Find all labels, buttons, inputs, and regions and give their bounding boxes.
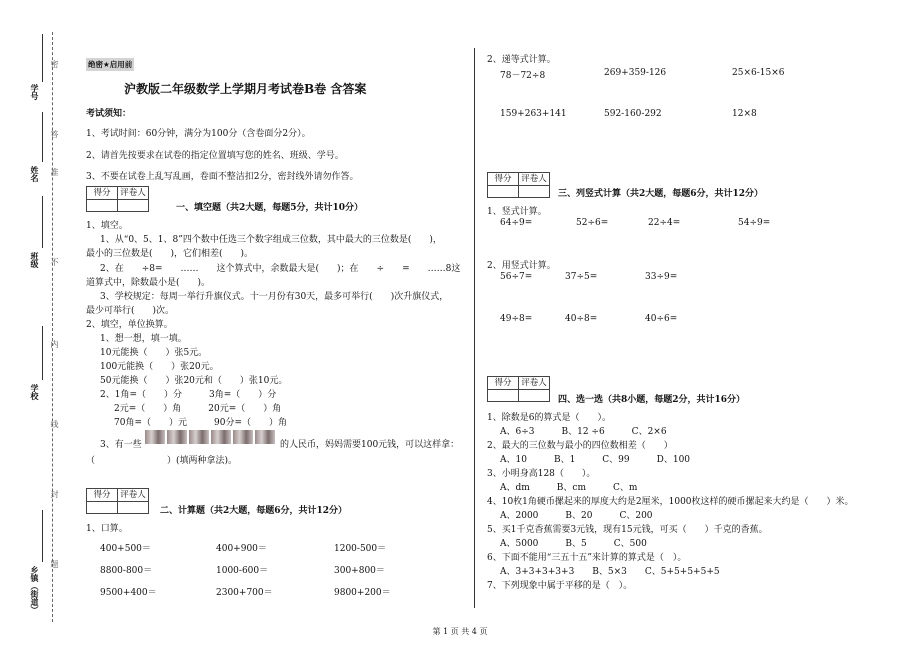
question-line: 2、填空，单位换算。 <box>86 320 173 330</box>
oral-item: 9500+400＝ <box>100 588 157 598</box>
student-id-field-line <box>42 34 43 82</box>
seal-char: 密 <box>50 60 59 68</box>
score-label: 得分 <box>494 378 512 388</box>
stepwise-item: 78－72÷8 <box>500 71 546 81</box>
seal-char: 题 <box>50 560 59 568</box>
choice-question: 6、下面不能用“三五十五”来计算的算式是（ ）。 <box>487 553 687 563</box>
score-cell[interactable] <box>488 390 518 401</box>
seal-char: 不 <box>50 258 59 266</box>
vertical-calc-item: 49÷8= <box>500 314 533 324</box>
stepwise-item: 269+359-126 <box>604 68 667 78</box>
notice-item: 1、考试时间：60分钟，满分为100分（含卷面分2分）。 <box>86 129 311 139</box>
section3-heading: 三、列竖式计算（共2大题，每题6分，共计12分） <box>558 189 764 199</box>
seal-char: 线 <box>50 420 59 428</box>
choice-question: 3、小明身高128（ ）。 <box>487 469 596 479</box>
oral-item: 300+800＝ <box>334 566 385 576</box>
reviewer-label: 评卷人 <box>117 489 148 501</box>
score-label: 得分 <box>93 188 111 198</box>
vertical-calc-item: 37÷5= <box>565 272 598 282</box>
stepwise-item: 159+263+141 <box>500 109 567 119</box>
reviewer-cell[interactable] <box>518 186 549 197</box>
notice-heading: 考试须知： <box>86 109 132 119</box>
reviewer-label: 评卷人 <box>117 187 148 199</box>
question-line: 10元能换（ ）张5元。 <box>100 348 208 358</box>
score-box <box>487 172 550 198</box>
vertical-calc-item: 22÷4= <box>648 218 681 228</box>
question-line: 1、想一想，填一填。 <box>100 334 187 344</box>
name-label: 姓名 <box>30 166 39 182</box>
choice-options: A、dm B、cm C、m <box>500 483 638 493</box>
vertical-calc-item: 52÷6= <box>576 218 609 228</box>
score-box <box>487 376 550 402</box>
oral-item: 400+900＝ <box>216 544 267 554</box>
question-line: 2、用竖式计算。 <box>487 261 556 271</box>
choice-options: A、10 B、1 C、99 D、100 <box>500 455 691 465</box>
name-field-line <box>42 112 43 162</box>
reviewer-cell[interactable] <box>518 390 549 401</box>
stepwise-item: 12×8 <box>732 109 757 119</box>
question-line: （ ）(填两种拿法)。 <box>86 456 238 466</box>
section4-heading: 四、选一选（共8小题，每题2分，共计16分） <box>558 395 746 405</box>
seal-char: 内 <box>50 340 59 348</box>
class-field-line <box>42 196 43 248</box>
vertical-calc-item: 64÷9= <box>500 218 533 228</box>
choice-question: 5、买1千克香蕉需要3元钱，现有15元钱，可买（ ）千克的香蕉。 <box>487 525 768 535</box>
question-line: 2、递等式计算。 <box>487 55 556 65</box>
question-line: 1、填空。 <box>86 221 128 231</box>
notice-item: 3、不要在试卷上乱写乱画，卷面不整洁扣2分，密封线外请勿作答。 <box>86 172 359 182</box>
question-line: 2元=（ ）角 20元=（ ）角 <box>114 404 282 414</box>
question-line: 100元能换（ ）张20元。 <box>100 362 219 372</box>
stepwise-item: 25×6-15×6 <box>732 68 785 78</box>
section1-heading: 一、填空题（共2大题，每题5分，共计10分） <box>176 203 364 213</box>
vertical-calc-item: 40÷8= <box>565 314 598 324</box>
score-label: 得分 <box>494 174 512 184</box>
oral-item: 400+500＝ <box>100 544 151 554</box>
column-divider <box>474 48 475 608</box>
oral-item: 1000-600＝ <box>216 566 269 576</box>
choice-options: A、2000 B、20 C、200 <box>500 511 653 521</box>
choice-question: 1、除数是6的算式是（ ）。 <box>487 413 611 423</box>
seal-char: 封 <box>50 490 59 498</box>
page-title: 沪教版二年级数学上学期月考试卷B卷 含答案 <box>124 82 367 96</box>
seal-char: 准 <box>50 168 59 176</box>
question-line: 最小的三位数是( )，它们相差( )。 <box>86 249 254 259</box>
seal-char: 答 <box>50 130 59 138</box>
question-line: 的人民币，妈妈需要100元钱，可以这样拿： <box>280 440 460 450</box>
town-field-line <box>42 510 43 562</box>
reviewer-label: 评卷人 <box>518 173 549 185</box>
notice-item: 2、请首先按要求在试卷的指定位置填写您的姓名、班级、学号。 <box>86 151 344 161</box>
choice-question: 2、最大的三位数与最小的四位数相差（ ） <box>487 441 673 451</box>
question-line: 1、竖式计算。 <box>487 207 547 217</box>
question-line: 1、从“0、5、1、8”四个数中任选三个数字组成三位数，其中最大的三位数是( )， <box>100 235 442 245</box>
section2-heading: 二、计算题（共2大题，每题6分，共计12分） <box>160 506 348 516</box>
question-line: 2、在 ÷8= …… 这个算式中，余数最大是( )；在 ÷ = ……8这 <box>100 264 461 274</box>
reviewer-cell[interactable] <box>117 502 148 513</box>
score-box <box>86 488 149 514</box>
town-label: 乡镇（街道） <box>30 566 39 614</box>
oral-item: 1200-500＝ <box>334 544 387 554</box>
vertical-calc-item: 33÷9= <box>645 272 678 282</box>
oral-item: 9800+200＝ <box>334 588 391 598</box>
choice-question: 7、下列现象中属于平移的是（ ）。 <box>487 581 633 591</box>
question-line: 道算式中，除数最小是( )。 <box>86 278 211 288</box>
banknotes-image <box>145 430 275 444</box>
reviewer-label: 评卷人 <box>518 377 549 389</box>
choice-options: A、5000 B、5 C、500 <box>500 539 647 549</box>
score-label: 得分 <box>93 490 111 500</box>
stepwise-item: 592-160-292 <box>604 109 662 119</box>
choice-options: A、3+3+3+3+3 B、5×3 C、5+5+5+5+5 <box>500 567 720 577</box>
vertical-calc-item: 40÷6= <box>645 314 678 324</box>
question-line: 1、口算。 <box>86 524 128 534</box>
vertical-calc-item: 56÷7= <box>500 272 533 282</box>
question-line: 70角=（ ）元 90分=（ ）角 <box>114 418 287 428</box>
score-cell[interactable] <box>87 200 117 211</box>
binding-line <box>52 32 53 622</box>
reviewer-cell[interactable] <box>117 200 148 211</box>
oral-item: 2300+700＝ <box>216 588 273 598</box>
question-line: 50元能换（ ）张20元和（ ）张10元。 <box>100 376 288 386</box>
secret-label: 绝密★启用前 <box>88 60 133 69</box>
score-cell[interactable] <box>488 186 518 197</box>
school-field-line <box>42 326 43 380</box>
class-label: 班级 <box>30 252 39 268</box>
score-cell[interactable] <box>87 502 117 513</box>
question-line: 最少可举行( )次。 <box>86 306 175 316</box>
question-line: 2、1角=（ ）分 3角=（ ）分 <box>100 390 277 400</box>
question-line: 3、学校规定：每周一举行升旗仪式。十一月份有30天，最多可举行( )次升旗仪式， <box>100 292 449 302</box>
student-id-label: 学号 <box>30 84 39 100</box>
score-box <box>86 186 149 212</box>
choice-options: A、6÷3 B、12 ÷6 C、2×6 <box>500 427 667 437</box>
question-line: 3、有一些 <box>100 440 142 450</box>
page-footer: 第 1 页 共 4 页 <box>432 627 488 636</box>
vertical-calc-item: 54÷9= <box>738 218 771 228</box>
oral-item: 8800-800＝ <box>100 566 153 576</box>
choice-question: 4、10枚1角硬币摞起来的厚度大约是2厘米，1000枚这样的硬币摞起来大约是（ ）米。 <box>487 497 854 507</box>
school-label: 学校 <box>30 384 39 400</box>
